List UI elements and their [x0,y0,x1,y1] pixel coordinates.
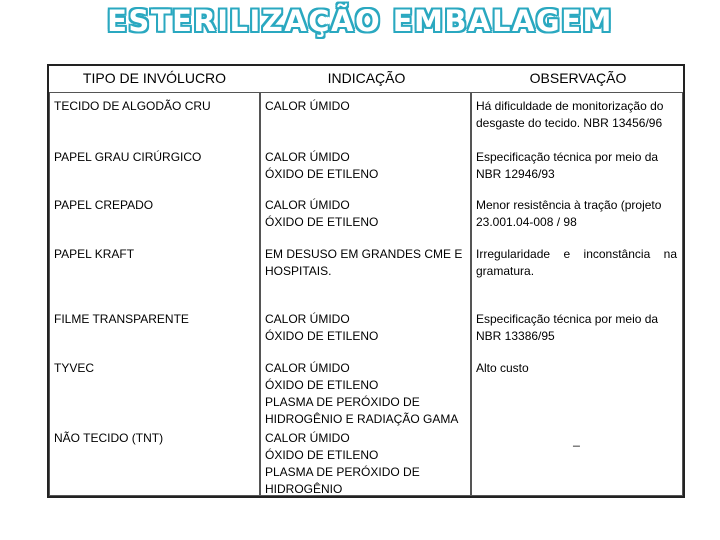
header-tipo: TIPO DE INVÓLUCRO [82,70,227,86]
cell-indicacao: EM DESUSO EM GRANDES CME E HOSPITAIS. [265,247,463,278]
cell-indicacao: CALOR ÚMIDO ÓXIDO DE ETILENO [265,198,379,229]
cell-indicacao: CALOR ÚMIDO [265,99,350,113]
cell-tipo: NÃO TECIDO (TNT) [54,431,164,445]
cell-tipo: PAPEL CREPADO [54,198,154,212]
cell-observacao: Especificação técnica por meio da NBR 13386/95 [476,312,659,343]
cell-observacao: Há dificuldade de monitorização do desgaste do tecido. NBR 13456/96 [476,99,664,130]
cell-indicacao: CALOR ÚMIDO ÓXIDO DE ETILENO [265,312,379,343]
cell-indicacao: CALOR ÚMIDO ÓXIDO DE ETILENO PLASMA DE PERÓXIDO DE HIDROGÊNIO [265,431,420,496]
cell-indicacao: CALOR ÚMIDO ÓXIDO DE ETILENO PLASMA DE PERÓXIDO DE HIDROGÊNIO E RADIAÇÃO GAMA [265,361,459,426]
cell-tipo: TYVEC [54,361,95,375]
header-indicacao: INDICAÇÃO [327,70,406,86]
cell-tipo: PAPEL KRAFT [54,247,135,261]
cell-tipo: TECIDO DE ALGODÃO CRU [54,99,211,113]
cell-observacao: Menor resistência à tração (projeto 23.001.04-008 / 98 [476,198,662,229]
cell-observacao: _ [573,433,580,447]
table-header-row [49,66,683,90]
page-title: ESTERILIZAÇÃO EMBALAGEM [107,4,613,38]
cell-observacao: Irregularidade e inconstância na gramatura. [476,247,677,278]
header-observacao: OBSERVAÇÃO [529,70,627,86]
cell-tipo: FILME TRANSPARENTE [54,312,189,326]
cell-observacao: Especificação técnica por meio da NBR 12946/93 [476,150,659,181]
cell-observacao: Alto custo [476,361,529,375]
cell-tipo: PAPEL GRAU CIRÚRGICO [54,150,202,164]
cell-indicacao: CALOR ÚMIDO ÓXIDO DE ETILENO [265,150,379,181]
